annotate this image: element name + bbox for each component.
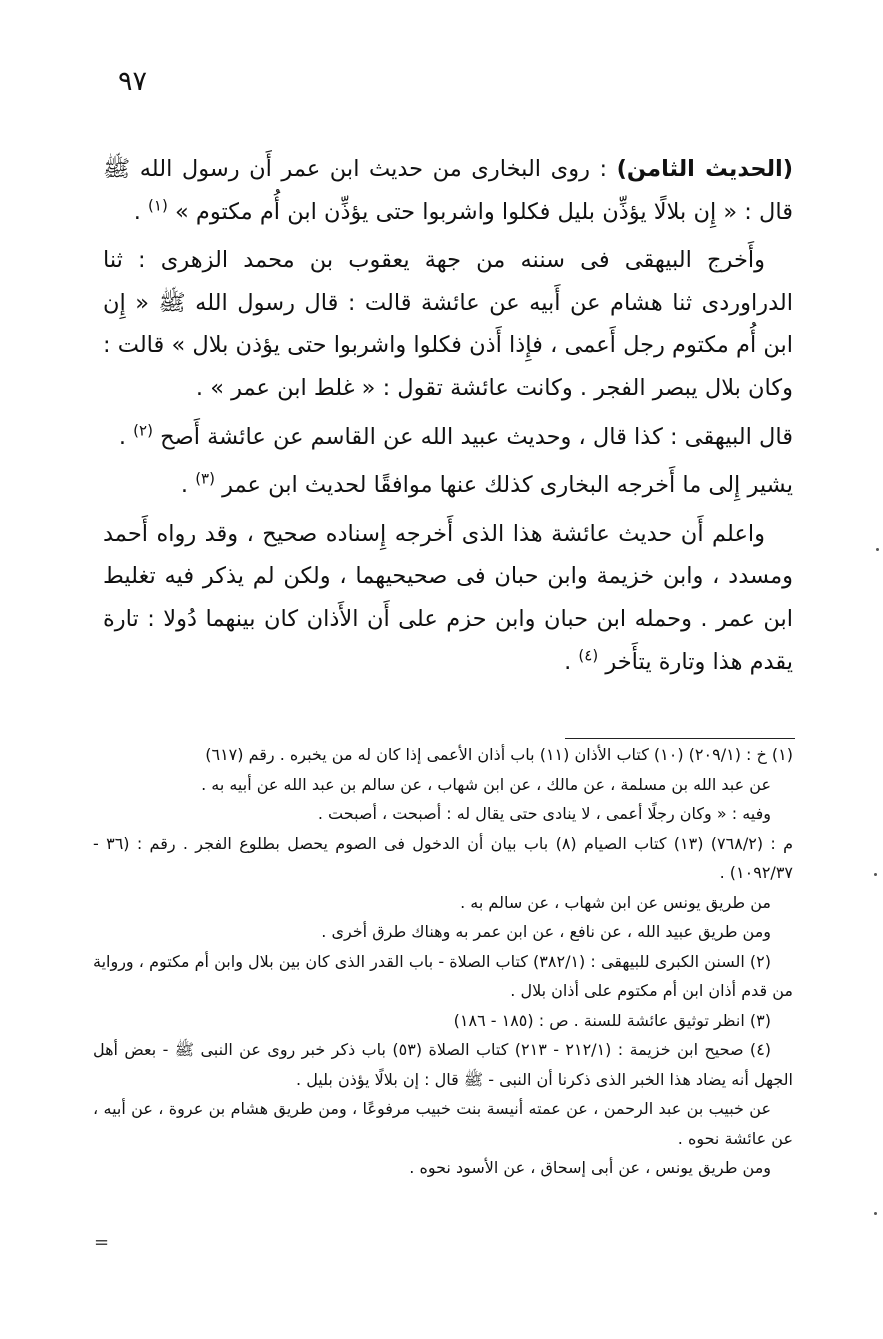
footnote-3: (٣) انظر توثيق عائشة للسنة . ص : (١٨٥ - ١٨٦)	[453, 1010, 771, 1030]
footnote-1-line-6: ومن طريق عبيد الله ، عن نافع ، عن ابن عمر به وهناك طرق أخرى .	[321, 922, 771, 941]
paragraph-text: واعلم أَن حديث عائشة هذا الذى أَخرجه إِسناده صحيح ، وقد رواه أَحمد ومسدد ، وابن خزيمة وابن حبان فى صحيحيهما ، ولكن لم يذكر فيه تغليط ابن عمر . وحمله ابن حبان وابن حزم على أَن الأَذان كان بينهما دُولا : تارة يقدم هذا وتارة يتأَخر	[103, 520, 793, 675]
footnote-1-line-4: م : (٧٦٨/٢) (١٣) كتاب الصيام (٨) باب بيان أن الدخول فى الصوم يحصل بطلوع الفجر . رقم : (٣٦ - ١٠٩٢/٣٧) .	[93, 833, 793, 882]
footnote-4-line-3: ومن طريق يونس ، عن أبى إسحاق ، عن الأسود نحوه .	[409, 1158, 771, 1177]
footnote-ref-1: (١)	[148, 196, 168, 215]
footnote-4-line-2: عن خبيب بن عبد الرحمن ، عن عمته أنيسة بنت خبيب مرفوعًا ، ومن طريق هشام بن عروة ، عن أبيه ، عن عائشة نحوه .	[93, 1099, 793, 1148]
page-number: ٩٧	[118, 66, 148, 97]
footnote-1-line-2: عن عبد الله بن مسلمة ، عن مالك ، عن ابن شهاب ، عن سالم بن عبد الله عن أبيه به .	[201, 774, 771, 794]
paragraph-bayhaqi-comment	[103, 416, 793, 459]
footnote-ref-2: (٢)	[133, 421, 153, 440]
paragraph-text: : روى البخارى من حديث ابن عمر أَن رسول الله ﷺ قال : « إِن بلالًا يؤذِّن بليل فكلوا واشربوا حتى يؤذِّن ابن أُم مكتوم »	[103, 156, 793, 225]
scan-speck	[874, 1212, 877, 1215]
hadith-heading: (الحديث الثامن)	[616, 156, 794, 182]
scan-speck	[876, 548, 879, 551]
paragraph-bukhari-reference	[103, 464, 793, 507]
paragraph-hadith-eight	[103, 148, 793, 233]
paragraph-bayhaqi	[103, 239, 793, 409]
paragraph-text: وأَخرج البيهقى فى سننه من جهة يعقوب بن محمد الزهرى : ثنا الدراوردى ثنا هشام عن أَبيه عن عائشة قالت : قال رسول الله ﷺ « إِن ابن أُم مكتوم رجل أَعمى ، فإِذا أَذن فكلوا واشربوا حتى يؤذن بلال » قالت : وكان بلال يبصر الفجر . وكانت عائشة تقول : « غلط ابن عمر » .	[103, 247, 793, 401]
footnote-2: (٢) السنن الكبرى للبيهقى : (٣٨٢/١) كتاب الصلاة - باب القدر الذى كان بين بلال وابن أم مكتوم ، ورواية من قدم أذان ابن أم مكتوم على أذان بلال .	[93, 951, 793, 1000]
footnote-separator	[565, 738, 795, 739]
paragraph-end: .	[118, 423, 126, 450]
footnote-1-line-3: وفيه : « وكان رجلًا أعمى ، لا ينادى حتى يقال له : أصبحت ، أصبحت .	[317, 804, 771, 823]
footnote-ref-4: (٤)	[578, 646, 599, 665]
continuation-mark: =	[94, 1232, 110, 1253]
paragraph-text: يشير إِلى ما أَخرجه البخارى كذلك عنها موافقًا لحديث ابن عمر	[222, 472, 793, 499]
paragraph-end: .	[133, 198, 141, 225]
footnote-1-line-1: (١) خ : (٢٠٩/١) (١٠) كتاب الأذان (١١) باب أذان الأعمى إذا كان له من يخبره . رقم (٦١٧)	[205, 745, 793, 764]
main-text	[103, 148, 793, 689]
paragraph-text: قال البيهقى : كذا قال ، وحديث عبيد الله عن القاسم عن عائشة أَصح	[160, 423, 793, 450]
footnote-4-line-1: (٤) صحيح ابن خزيمة : (٢١٢/١ - ٢١٣) كتاب الصلاة (٥٣) باب ذكر خبر روى عن النبى ﷺ - بعض أهل الجهل أنه يضاد هذا الخبر الذى ذكرنا أن النبى - ﷺ قال : إن بلالًا يؤذن بليل .	[93, 1040, 793, 1089]
footnote-ref-3: (٣)	[195, 469, 215, 488]
paragraph-end: .	[180, 472, 189, 499]
scan-speck	[874, 873, 877, 876]
footnotes	[93, 740, 793, 1183]
paragraph-end: .	[564, 648, 572, 675]
paragraph-grading	[103, 513, 793, 683]
footnote-1-line-5: من طريق يونس عن ابن شهاب ، عن سالم به .	[460, 892, 771, 912]
